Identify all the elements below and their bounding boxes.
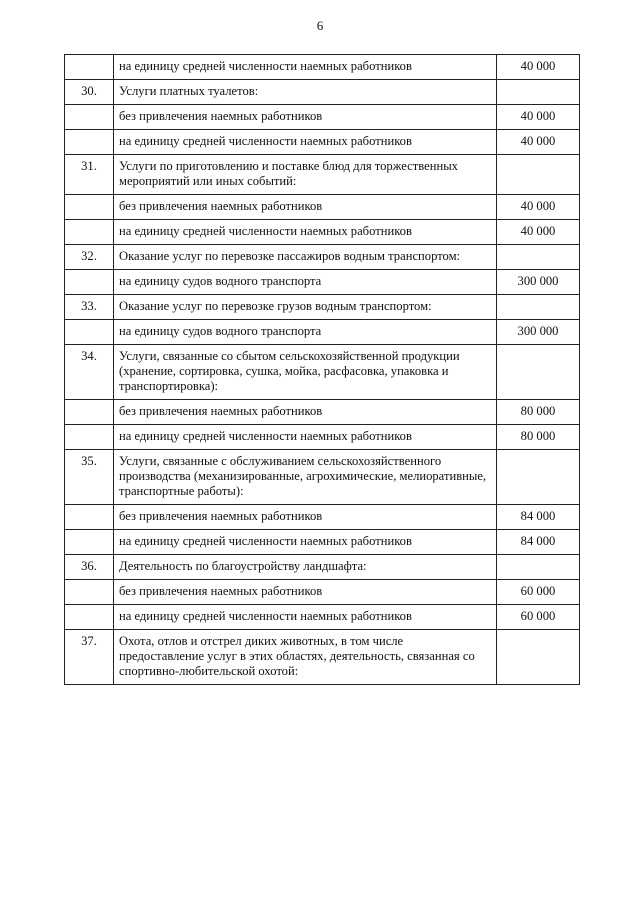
description-cell: без привлечения наемных работников	[114, 505, 497, 530]
value-cell: 60 000	[497, 580, 580, 605]
item-number-cell: 33.	[65, 295, 114, 320]
description-cell: на единицу средней численности наемных работников	[114, 55, 497, 80]
item-number-cell	[65, 270, 114, 295]
item-number-cell	[65, 425, 114, 450]
description-cell: без привлечения наемных работников	[114, 400, 497, 425]
item-number-cell	[65, 400, 114, 425]
table-row	[65, 505, 580, 530]
description-cell: Оказание услуг по перевозке грузов водным транспортом:	[114, 295, 497, 320]
description-cell: Услуги, связанные со сбытом сельскохозяйственной продукции (хранение, сортировка, сушка, мойка, расфасовка, упаковка и транспортировка):	[114, 345, 497, 400]
value-cell: 40 000	[497, 195, 580, 220]
value-cell: 84 000	[497, 530, 580, 555]
item-number-cell: 31.	[65, 155, 114, 195]
item-number-cell: 30.	[65, 80, 114, 105]
item-number-cell: 36.	[65, 555, 114, 580]
tariff-table	[64, 54, 580, 685]
description-cell: Охота, отлов и отстрел диких животных, в том числе предоставление услуг в этих областях, деятельность, связанная со спортивно-любительской охотой:	[114, 630, 497, 685]
value-cell: 84 000	[497, 505, 580, 530]
table-row	[65, 555, 580, 580]
description-cell: Деятельность по благоустройству ландшафта:	[114, 555, 497, 580]
table-row	[65, 320, 580, 345]
item-number-cell	[65, 130, 114, 155]
table-row	[65, 195, 580, 220]
value-cell: 300 000	[497, 270, 580, 295]
table-row	[65, 630, 580, 685]
description-cell: на единицу средней численности наемных работников	[114, 130, 497, 155]
table-row	[65, 270, 580, 295]
table-row	[65, 245, 580, 270]
item-number-cell	[65, 605, 114, 630]
item-number-cell: 35.	[65, 450, 114, 505]
description-cell: на единицу средней численности наемных работников	[114, 605, 497, 630]
value-cell: 40 000	[497, 105, 580, 130]
value-cell	[497, 245, 580, 270]
item-number-cell: 34.	[65, 345, 114, 400]
value-cell	[497, 295, 580, 320]
value-cell: 40 000	[497, 220, 580, 245]
description-cell: на единицу судов водного транспорта	[114, 320, 497, 345]
item-number-cell	[65, 320, 114, 345]
table-row	[65, 450, 580, 505]
table-row	[65, 530, 580, 555]
description-cell: без привлечения наемных работников	[114, 580, 497, 605]
table-row	[65, 105, 580, 130]
table-row	[65, 220, 580, 245]
table-row	[65, 580, 580, 605]
value-cell: 40 000	[497, 55, 580, 80]
item-number-cell	[65, 105, 114, 130]
item-number-cell: 37.	[65, 630, 114, 685]
value-cell: 40 000	[497, 130, 580, 155]
value-cell	[497, 345, 580, 400]
value-cell: 60 000	[497, 605, 580, 630]
table-row	[65, 55, 580, 80]
description-cell: без привлечения наемных работников	[114, 105, 497, 130]
description-cell: на единицу средней численности наемных работников	[114, 530, 497, 555]
value-cell	[497, 450, 580, 505]
description-cell: Услуги по приготовлению и поставке блюд для торжественных мероприятий или иных событий:	[114, 155, 497, 195]
description-cell: без привлечения наемных работников	[114, 195, 497, 220]
value-cell	[497, 630, 580, 685]
item-number-cell	[65, 530, 114, 555]
table-row	[65, 130, 580, 155]
item-number-cell	[65, 195, 114, 220]
description-cell: Оказание услуг по перевозке пассажиров водным транспортом:	[114, 245, 497, 270]
item-number-cell	[65, 220, 114, 245]
item-number-cell: 32.	[65, 245, 114, 270]
value-cell: 300 000	[497, 320, 580, 345]
table-row	[65, 425, 580, 450]
item-number-cell	[65, 580, 114, 605]
table-row	[65, 155, 580, 195]
description-cell: Услуги платных туалетов:	[114, 80, 497, 105]
description-cell: на единицу судов водного транспорта	[114, 270, 497, 295]
item-number-cell	[65, 55, 114, 80]
value-cell	[497, 155, 580, 195]
table-row	[65, 605, 580, 630]
table-row	[65, 80, 580, 105]
item-number-cell	[65, 505, 114, 530]
value-cell	[497, 555, 580, 580]
table-row	[65, 345, 580, 400]
page-number: 6	[316, 18, 324, 33]
description-cell: Услуги, связанные с обслуживанием сельскохозяйственного производства (механизированные, агрохимические, мелиоративные, транспортные работы):	[114, 450, 497, 505]
value-cell: 80 000	[497, 425, 580, 450]
description-cell: на единицу средней численности наемных работников	[114, 425, 497, 450]
value-cell	[497, 80, 580, 105]
table-row	[65, 295, 580, 320]
description-cell: на единицу средней численности наемных работников	[114, 220, 497, 245]
table-row	[65, 400, 580, 425]
value-cell: 80 000	[497, 400, 580, 425]
